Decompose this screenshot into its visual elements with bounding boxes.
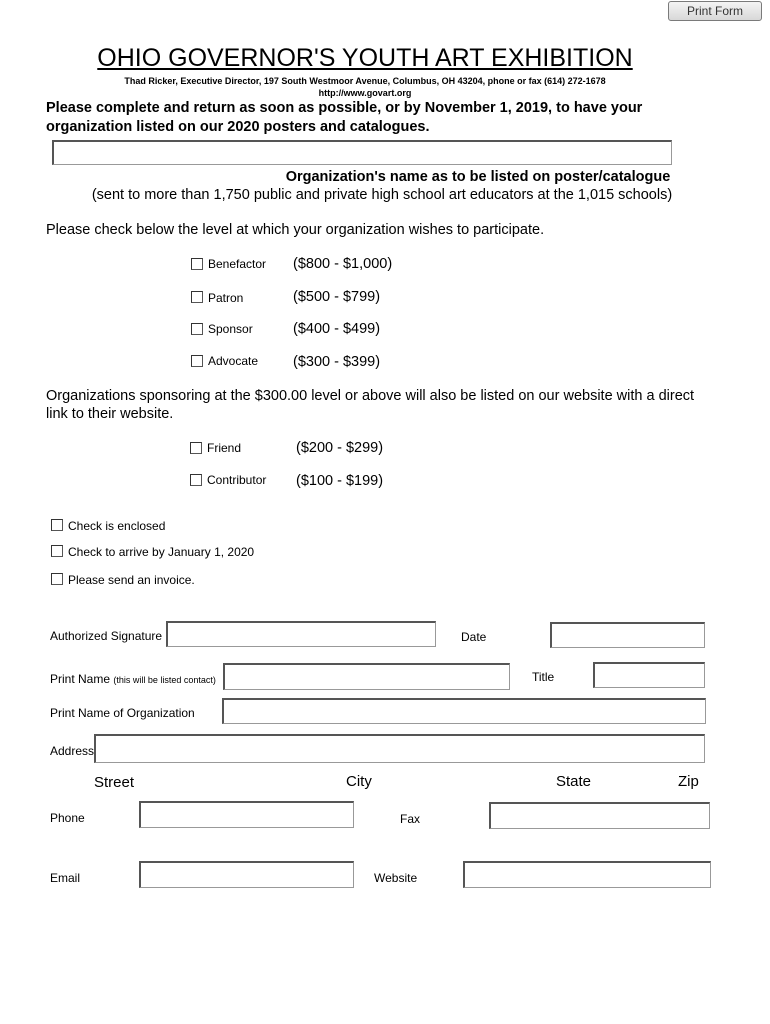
authorized-signature-label: Authorized Signature [50,629,163,643]
benefactor-label: Benefactor [208,257,267,271]
contributor-range: ($100 - $199) [296,473,384,489]
send-invoice-checkbox[interactable] [51,573,63,585]
contributor-label: Contributor [207,473,267,487]
check-enclosed-checkbox[interactable] [51,519,63,531]
print-name-text: Print Name [50,672,111,686]
contact-line: Thad Ricker, Executive Director, 197 South Westmoor Avenue, Columbus, OH 43204, phone or fax (614) 272-1678 [124,76,606,86]
phone-label: Phone [50,811,85,825]
patron-range: ($500 - $799) [293,289,381,305]
patron-checkbox[interactable] [191,291,203,303]
state-label: State [556,773,592,790]
benefactor-checkbox[interactable] [191,258,203,270]
address-input[interactable] [94,734,705,763]
sponsor-label: Sponsor [208,322,253,336]
org-name-print-label: Print Name of Organization [50,706,195,720]
org-name-print-input[interactable] [222,698,706,724]
patron-label: Patron [208,291,244,305]
website-input[interactable] [463,861,711,888]
street-label: Street [94,774,135,791]
sponsor-range: ($400 - $499) [293,321,381,337]
email-input[interactable] [139,861,354,888]
check-enclosed-label: Check is enclosed [68,519,166,533]
advocate-label: Advocate [208,354,259,368]
city-label: City [346,773,372,790]
advocate-range: ($300 - $399) [293,354,381,370]
print-name-label [50,672,216,686]
page-title: OHIO GOVERNOR'S YOUTH ART EXHIBITION [97,44,633,72]
website-note-line-2: link to their website. [46,406,174,422]
check-arrive-label: Check to arrive by January 1, 2020 [68,545,255,559]
zip-label: Zip [678,773,699,790]
organization-name-input[interactable] [52,140,672,165]
print-form-button[interactable]: Print Form [668,1,762,21]
levels-prompt: Please check below the level at which your organization wishes to participate. [46,222,545,238]
website-line: http://www.govart.org [318,88,412,98]
contributor-checkbox[interactable] [190,474,202,486]
org-name-label: Organization's name as to be listed on poster/catalogue [285,169,671,185]
benefactor-range: ($800 - $1,000) [293,256,393,272]
title-label: Title [532,670,555,684]
address-label: Address [50,744,95,758]
send-invoice-label: Please send an invoice. [68,573,195,587]
website-note-line-1: Organizations sponsoring at the $300.00 level or above will also be listed on our website with a direct [46,388,695,404]
print-name-input[interactable] [223,663,510,690]
intro-line-2: organization listed on our 2020 posters and catalogues. [46,119,430,135]
friend-checkbox[interactable] [190,442,202,454]
phone-input[interactable] [139,801,354,828]
advocate-checkbox[interactable] [191,355,203,367]
date-label: Date [461,630,487,644]
org-name-sublabel: (sent to more than 1,750 public and private high school art educators at the 1,015 schools) [91,187,673,203]
website-label: Website [374,871,418,885]
intro-line-1: Please complete and return as soon as possible, or by November 1, 2019, to have your [46,100,643,116]
date-input[interactable] [550,622,705,648]
title-input[interactable] [593,662,705,688]
check-arrive-checkbox[interactable] [51,545,63,557]
intro-text [46,99,746,137]
friend-label: Friend [207,441,242,455]
print-name-note: (this will be listed contact) [113,675,216,685]
fax-label: Fax [400,812,421,826]
fax-input[interactable] [489,802,710,829]
email-label: Email [50,871,81,885]
friend-range: ($200 - $299) [296,440,384,456]
sponsor-checkbox[interactable] [191,323,203,335]
authorized-signature-input[interactable] [166,621,436,647]
